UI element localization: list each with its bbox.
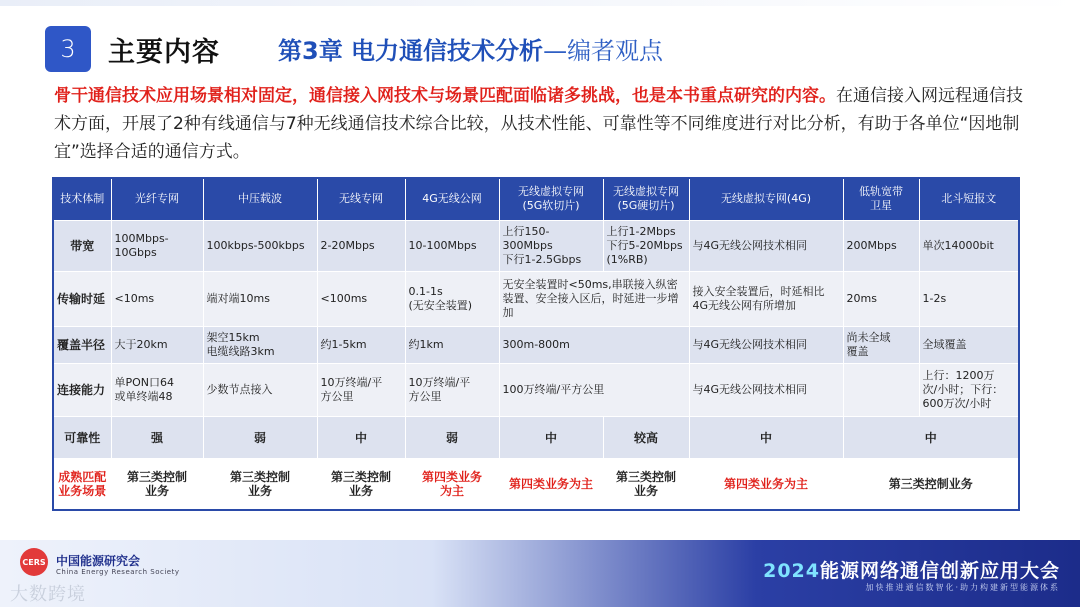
table-header: 技术体制: [53, 178, 111, 220]
table-cell: 第三类控制业务: [843, 459, 1019, 510]
watermark: 大数跨境: [10, 584, 86, 605]
table-cell: 1-2s: [919, 272, 1019, 327]
table-header: 无线专网: [317, 178, 405, 220]
table-cell: 10万终端/平 方公里: [405, 363, 499, 416]
table-cell: 与4G无线公网技术相同: [689, 363, 843, 416]
row-label: 连接能力: [53, 363, 111, 416]
table-cell: 第三类控制 业务: [203, 459, 317, 510]
table-cell: 第三类控制 业务: [111, 459, 203, 510]
table-row-latency: [53, 272, 1019, 327]
table-header: 中压载波: [203, 178, 317, 220]
cers-logo: CERS: [20, 548, 48, 576]
main-title: 主要内容: [108, 37, 220, 68]
row-label: 覆盖半径: [53, 327, 111, 363]
table-cell: 中: [689, 416, 843, 458]
table-cell: 中: [317, 416, 405, 458]
intro-highlight: 骨干通信技术应用场景相对固定，通信接入网技术与场景匹配面临诸多挑战，也是本书重点研究的内容。: [54, 86, 836, 106]
table-cell: 100kbps-500kbps: [203, 220, 317, 271]
table-cell: 第三类控制 业务: [603, 459, 689, 510]
table-cell: 0.1-1s (无安全装置): [405, 272, 499, 327]
table-cell: 2-20Mbps: [317, 220, 405, 271]
table-cell: 无安全装置时<50ms,串联接入纵密装置、安全接入区后，时延进一步增加: [499, 272, 689, 327]
row-label: 可靠性: [53, 416, 111, 458]
table-row-scenario: [53, 459, 1019, 510]
table-header: 低轨宽带 卫星: [843, 178, 919, 220]
table-header: 无线虚拟专网 (5G硬切片): [603, 178, 689, 220]
table-cell: 较高: [603, 416, 689, 458]
chapter-title: [278, 31, 663, 66]
table-cell: 尚未全域 覆盖: [843, 327, 919, 363]
row-label: 带宽: [53, 220, 111, 271]
chapter-title-sub: —编者观点: [543, 37, 664, 65]
table-cell: 第三类控制 业务: [317, 459, 405, 510]
conference-name: 能源网络通信创新应用大会: [819, 560, 1060, 582]
table-cell: 上行150-300Mbps 下行1-2.5Gbps: [499, 220, 603, 271]
table-cell: 上行：1200万 次/小时；下行： 600万次/小时: [919, 363, 1019, 416]
row-label: 传输时延: [53, 272, 111, 327]
table-cell: 单次14000bit: [919, 220, 1019, 271]
table-cell: 架空15km 电缆线路3km: [203, 327, 317, 363]
table-cell: 单PON口64 或单终端48: [111, 363, 203, 416]
table-cell: 300m-800m: [499, 327, 689, 363]
org-name-en: China Energy Research Society: [56, 568, 180, 576]
table-cell: 全域覆盖: [919, 327, 1019, 363]
table-cell: 第四类业务为主: [689, 459, 843, 510]
table-cell: 与4G无线公网技术相同: [689, 220, 843, 271]
table-cell: 200Mbps: [843, 220, 919, 271]
table-row-bandwidth: [53, 220, 1019, 271]
top-accent: [0, 0, 1080, 6]
table-header: 北斗短报文: [919, 178, 1019, 220]
table-cell: 弱: [203, 416, 317, 458]
table-cell: 100万终端/平方公里: [499, 363, 689, 416]
table-cell: 接入安全装置后，时延相比4G无线公网有所增加: [689, 272, 843, 327]
table-cell: 与4G无线公网技术相同: [689, 327, 843, 363]
table-cell: 约1-5km: [317, 327, 405, 363]
table-cell: 中: [843, 416, 1019, 458]
table-cell: 第四类业务为主: [499, 459, 603, 510]
table-cell: 10万终端/平 方公里: [317, 363, 405, 416]
table-cell: 大于20km: [111, 327, 203, 363]
section-number-badge: 3: [45, 26, 91, 72]
table-cell: 弱: [405, 416, 499, 458]
table-cell: <100ms: [317, 272, 405, 327]
table-row-coverage: [53, 327, 1019, 363]
table-cell: 20ms: [843, 272, 919, 327]
intro-paragraph: [54, 82, 1026, 166]
table-cell: 约1km: [405, 327, 499, 363]
table-cell: 第四类业务 为主: [405, 459, 499, 510]
comparison-table: [52, 177, 1020, 511]
table-cell: 上行1-2Mbps 下行5-20Mbps (1%RB): [603, 220, 689, 271]
table-cell: [843, 363, 919, 416]
table-cell: 中: [499, 416, 603, 458]
table-header: 无线虚拟专网(4G): [689, 178, 843, 220]
table-cell: 强: [111, 416, 203, 458]
table-row-reliability: [53, 416, 1019, 458]
org-name: 中国能源研究会: [56, 554, 141, 568]
table-cell: 10-100Mbps: [405, 220, 499, 271]
chapter-title-main: 第3章 电力通信技术分析: [278, 37, 544, 65]
table-header-row: [53, 178, 1019, 220]
table-cell: 少数节点接入: [203, 363, 317, 416]
table-header: 无线虚拟专网 (5G软切片): [499, 178, 603, 220]
table-cell: <10ms: [111, 272, 203, 327]
conference-title: [763, 556, 1060, 583]
table-header: 光纤专网: [111, 178, 203, 220]
table-row-capacity: [53, 363, 1019, 416]
intro-body: 在通信接入网远程通信技术方面，开展了2种有线通信与7种无线通信技术综合比较，从技术性能、可靠性等不同维度进行对比分析，有助于各单位“因地制宜”选择合适的通信方式。: [54, 86, 1023, 162]
row-label: 成熟匹配 业务场景: [53, 459, 111, 510]
conference-slogan: 加快推进通信数智化·助力构建新型能源体系: [865, 583, 1060, 592]
table-header: 4G无线公网: [405, 178, 499, 220]
table-cell: 端对端10ms: [203, 272, 317, 327]
conference-year: 2024: [763, 560, 820, 582]
table-cell: 100Mbps-10Gbps: [111, 220, 203, 271]
